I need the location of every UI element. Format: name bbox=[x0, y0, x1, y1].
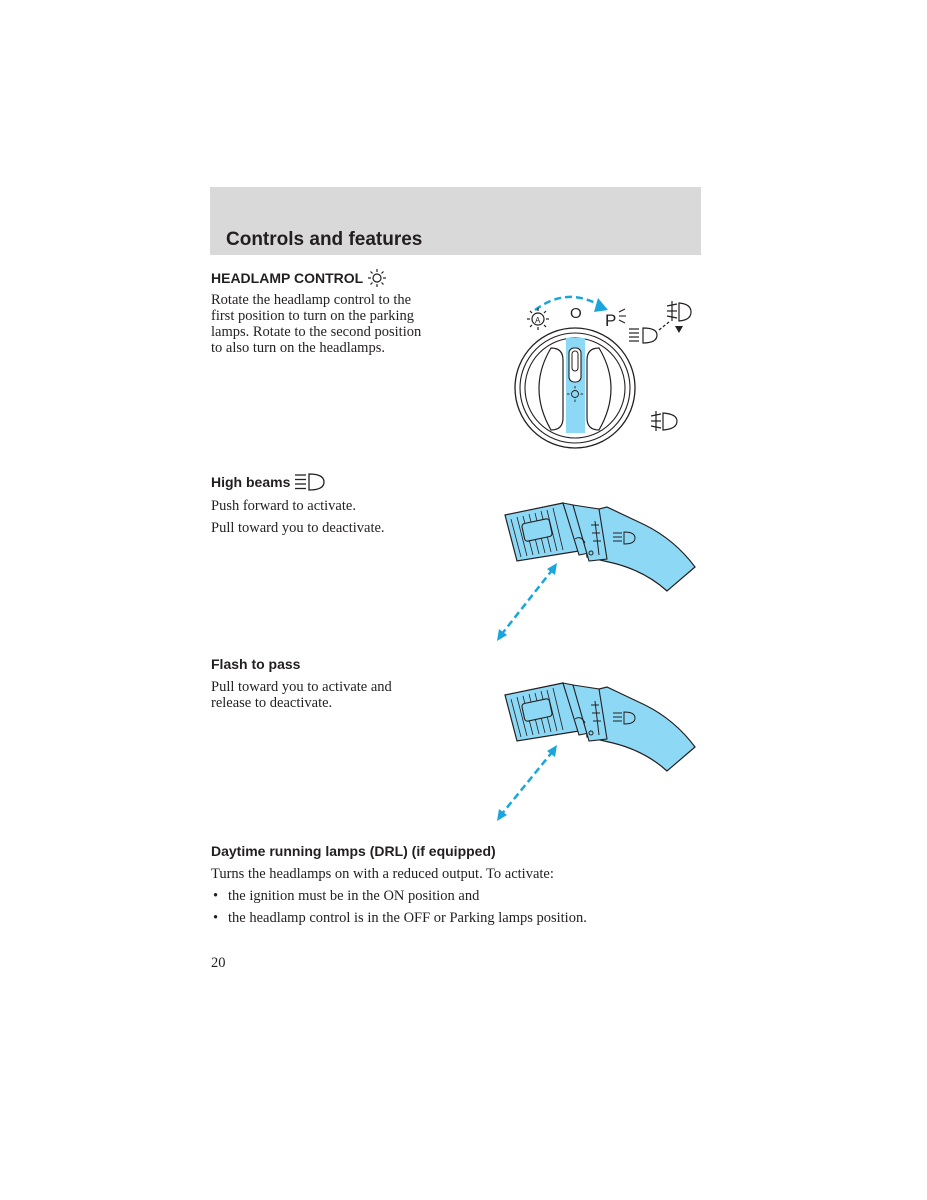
flash-to-pass-heading bbox=[211, 656, 300, 672]
svg-text:A: A bbox=[535, 316, 541, 325]
high-beam-icon bbox=[294, 473, 326, 491]
dial-parking-label: P bbox=[605, 311, 617, 330]
sun-icon bbox=[367, 268, 387, 288]
text-line: to also turn on the headlamps. bbox=[211, 340, 385, 356]
drl-heading bbox=[211, 843, 496, 859]
headlamp-dial-illustration bbox=[505, 288, 705, 463]
text-line: lamps. Rotate to the second position bbox=[211, 324, 422, 340]
high-beams-instructions bbox=[211, 498, 385, 542]
flash-to-pass-heading-text: Flash to pass bbox=[211, 656, 301, 672]
list-item: • the headlamp control is in the OFF or Parking lamps position. bbox=[211, 910, 587, 926]
drl-intro bbox=[211, 866, 554, 882]
text-line: Turns the headlamps on with a reduced output. To activate: bbox=[211, 866, 554, 882]
text-line: Push forward to activate. bbox=[211, 498, 356, 514]
drl-heading-text: Daytime running lamps (DRL) (if equipped) bbox=[211, 843, 496, 859]
section-title: Controls and features bbox=[226, 229, 423, 250]
text-line: first position to turn on the parking bbox=[211, 308, 414, 324]
high-beam-icon bbox=[629, 328, 657, 343]
headlamp-heading-text: HEADLAMP CONTROL bbox=[211, 270, 364, 286]
multifunction-stalk-illustration bbox=[495, 495, 700, 645]
fog-lamp-icon bbox=[667, 301, 691, 321]
dial-off-label: O bbox=[570, 305, 582, 322]
multifunction-stalk-illustration bbox=[495, 675, 700, 825]
text-line: Pull toward you to activate and bbox=[211, 679, 392, 695]
text-line: Rotate the headlamp control to the bbox=[211, 292, 412, 308]
list-item: • the ignition must be in the ON position and bbox=[211, 888, 587, 904]
drl-bullet-list bbox=[211, 888, 587, 932]
text-line: Pull toward you to deactivate. bbox=[211, 520, 385, 536]
high-beams-heading-text: High beams bbox=[211, 474, 291, 490]
flash-to-pass-instructions bbox=[211, 679, 392, 711]
high-beams-heading bbox=[211, 473, 326, 491]
text-line: release to deactivate. bbox=[211, 695, 333, 711]
page-number: 20 bbox=[211, 955, 226, 971]
headlamp-control-heading bbox=[211, 268, 387, 288]
section-header-band bbox=[210, 187, 701, 255]
headlamp-instructions bbox=[211, 292, 421, 356]
